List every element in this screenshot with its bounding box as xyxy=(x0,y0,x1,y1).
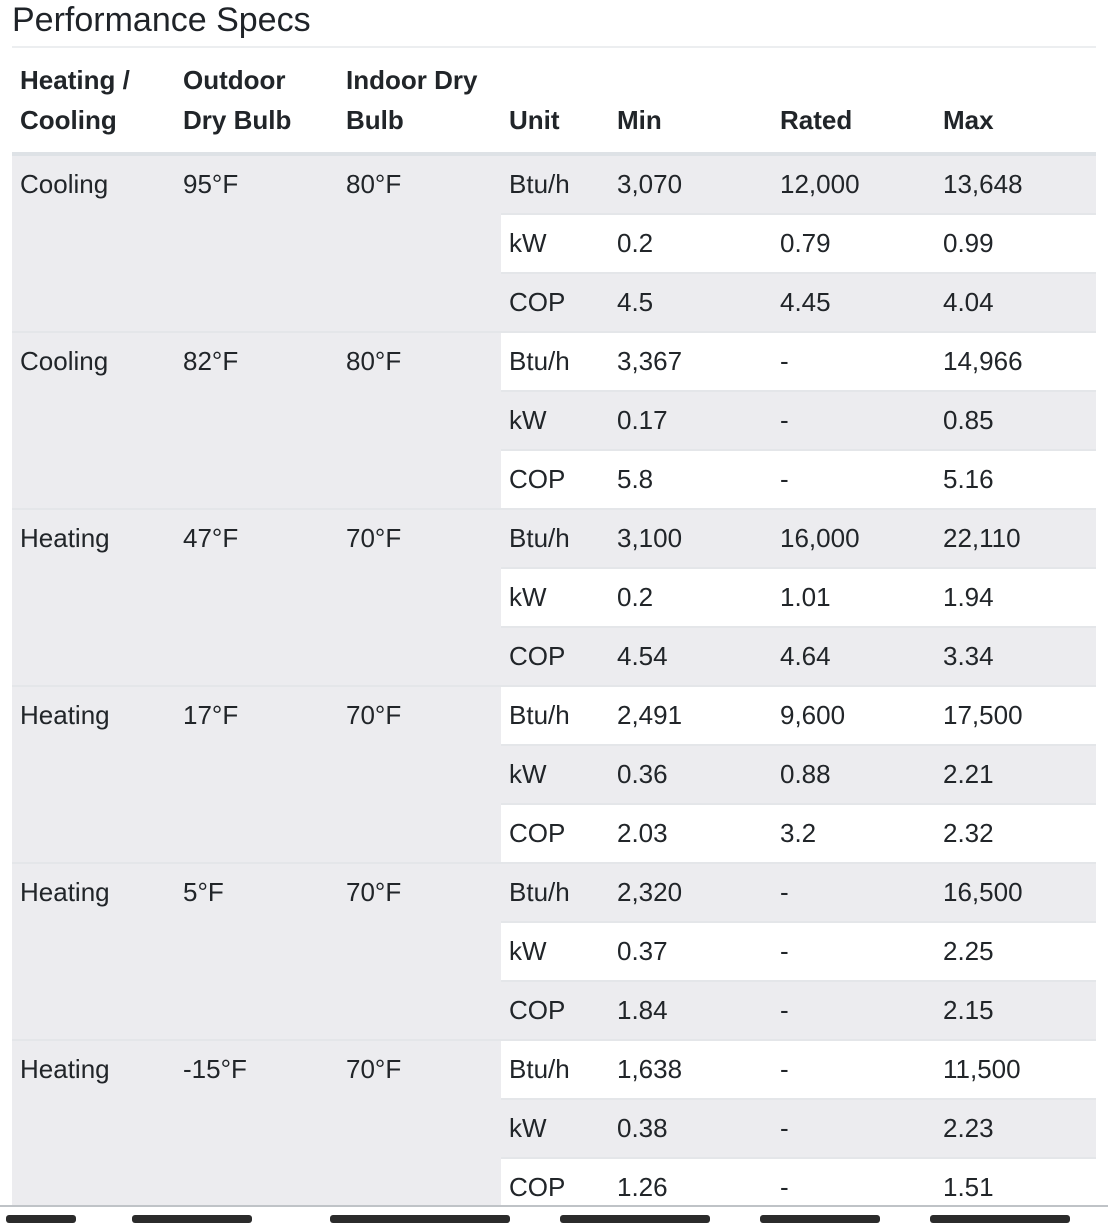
cell-max: 2.25 xyxy=(935,922,1096,981)
cell-unit: kW xyxy=(501,214,609,273)
cell-min: 0.17 xyxy=(609,391,772,450)
cell-max: 13,648 xyxy=(935,154,1096,214)
table-row xyxy=(12,686,1096,745)
cell-rated: 3.2 xyxy=(772,804,935,863)
cell-unit: Btu/h xyxy=(501,332,609,391)
performance-specs-table xyxy=(12,48,1096,1216)
cell-rated: 0.79 xyxy=(772,214,935,273)
cell-max: 2.23 xyxy=(935,1099,1096,1158)
header-heating-cooling xyxy=(12,48,175,154)
cell-outdoor-dry-bulb: 95°F xyxy=(175,154,338,332)
cell-rated: - xyxy=(772,922,935,981)
cell-rated: - xyxy=(772,1040,935,1099)
cell-min: 1,638 xyxy=(609,1040,772,1099)
cell-max: 0.99 xyxy=(935,214,1096,273)
cell-rated: 0.88 xyxy=(772,745,935,804)
cell-unit: kW xyxy=(501,391,609,450)
cell-rated: - xyxy=(772,1099,935,1158)
cell-max: 11,500 xyxy=(935,1040,1096,1099)
cell-max: 17,500 xyxy=(935,686,1096,745)
table-body xyxy=(12,154,1096,1216)
cell-min: 2,491 xyxy=(609,686,772,745)
cell-unit: kW xyxy=(501,922,609,981)
cell-mode: Heating xyxy=(12,686,175,863)
cell-outdoor-dry-bulb: 82°F xyxy=(175,332,338,509)
cell-min: 1.26 xyxy=(609,1158,772,1216)
cell-rated: - xyxy=(772,863,935,922)
cell-unit: Btu/h xyxy=(501,863,609,922)
cell-rated: 1.01 xyxy=(772,568,935,627)
header-text: Cooling xyxy=(20,105,117,135)
header-outdoor-dry-bulb xyxy=(175,48,338,154)
caption-fragment xyxy=(760,1215,880,1223)
cell-min: 0.37 xyxy=(609,922,772,981)
cell-min: 4.54 xyxy=(609,627,772,686)
cell-max: 4.04 xyxy=(935,273,1096,332)
cell-max: 3.34 xyxy=(935,627,1096,686)
cell-max: 16,500 xyxy=(935,863,1096,922)
cell-min: 0.2 xyxy=(609,568,772,627)
header-text: Heating / xyxy=(20,65,130,95)
header-text: Dry Bulb xyxy=(183,105,292,135)
header-text: Indoor Dry xyxy=(346,65,478,95)
cell-unit: Btu/h xyxy=(501,509,609,568)
cell-indoor-dry-bulb: 80°F xyxy=(338,154,501,332)
cell-min: 1.84 xyxy=(609,981,772,1040)
cell-max: 5.16 xyxy=(935,450,1096,509)
caption-fragment xyxy=(6,1215,76,1223)
cell-outdoor-dry-bulb: 47°F xyxy=(175,509,338,686)
cell-min: 4.5 xyxy=(609,273,772,332)
cell-rated: 12,000 xyxy=(772,154,935,214)
header-max: Max xyxy=(935,48,1096,154)
cell-indoor-dry-bulb: 70°F xyxy=(338,509,501,686)
cell-rated: - xyxy=(772,391,935,450)
table-row xyxy=(12,332,1096,391)
cell-unit: Btu/h xyxy=(501,686,609,745)
caption-fragment xyxy=(930,1215,1070,1223)
caption-fragment xyxy=(560,1215,710,1223)
cell-min: 0.2 xyxy=(609,214,772,273)
cell-mode: Heating xyxy=(12,863,175,1040)
cell-unit: Btu/h xyxy=(501,1040,609,1099)
cell-max: 1.51 xyxy=(935,1158,1096,1216)
cell-rated: - xyxy=(772,1158,935,1216)
cell-rated: 16,000 xyxy=(772,509,935,568)
cell-unit: COP xyxy=(501,1158,609,1216)
cell-max: 0.85 xyxy=(935,391,1096,450)
table-row xyxy=(12,509,1096,568)
table-header xyxy=(12,48,1096,154)
header-rated: Rated xyxy=(772,48,935,154)
table-row xyxy=(12,1040,1096,1099)
cell-mode: Cooling xyxy=(12,332,175,509)
cell-unit: COP xyxy=(501,981,609,1040)
cell-unit: kW xyxy=(501,1099,609,1158)
cell-unit: COP xyxy=(501,273,609,332)
performance-specs-section xyxy=(12,0,1096,1216)
header-unit: Unit xyxy=(501,48,609,154)
section-title: Performance Specs xyxy=(12,0,1096,48)
cell-outdoor-dry-bulb: -15°F xyxy=(175,1040,338,1216)
header-indoor-dry-bulb xyxy=(338,48,501,154)
cell-min: 0.38 xyxy=(609,1099,772,1158)
cell-min: 5.8 xyxy=(609,450,772,509)
cell-unit: kW xyxy=(501,745,609,804)
table-row xyxy=(12,863,1096,922)
cell-max: 2.15 xyxy=(935,981,1096,1040)
cell-indoor-dry-bulb: 70°F xyxy=(338,1040,501,1216)
cut-off-caption-line xyxy=(0,1205,1108,1222)
cell-unit: COP xyxy=(501,804,609,863)
caption-fragment xyxy=(330,1215,510,1223)
caption-fragment xyxy=(132,1215,252,1223)
cell-rated: 4.45 xyxy=(772,273,935,332)
cell-min: 2.03 xyxy=(609,804,772,863)
header-text: Outdoor xyxy=(183,65,286,95)
header-text: Bulb xyxy=(346,105,404,135)
cell-indoor-dry-bulb: 70°F xyxy=(338,863,501,1040)
cell-outdoor-dry-bulb: 5°F xyxy=(175,863,338,1040)
cell-unit: COP xyxy=(501,450,609,509)
cell-unit: Btu/h xyxy=(501,154,609,214)
cell-min: 0.36 xyxy=(609,745,772,804)
cell-rated: - xyxy=(772,332,935,391)
cell-rated: 9,600 xyxy=(772,686,935,745)
cell-mode: Heating xyxy=(12,509,175,686)
cell-outdoor-dry-bulb: 17°F xyxy=(175,686,338,863)
cell-max: 14,966 xyxy=(935,332,1096,391)
cell-unit: COP xyxy=(501,627,609,686)
cell-max: 2.32 xyxy=(935,804,1096,863)
table-row xyxy=(12,154,1096,214)
cell-max: 2.21 xyxy=(935,745,1096,804)
header-min: Min xyxy=(609,48,772,154)
cell-min: 3,070 xyxy=(609,154,772,214)
cell-rated: - xyxy=(772,450,935,509)
cell-indoor-dry-bulb: 70°F xyxy=(338,686,501,863)
header-row xyxy=(12,48,1096,154)
cell-rated: 4.64 xyxy=(772,627,935,686)
cell-max: 22,110 xyxy=(935,509,1096,568)
cell-indoor-dry-bulb: 80°F xyxy=(338,332,501,509)
cell-min: 3,367 xyxy=(609,332,772,391)
cell-mode: Cooling xyxy=(12,154,175,332)
cell-rated: - xyxy=(772,981,935,1040)
cell-max: 1.94 xyxy=(935,568,1096,627)
cell-unit: kW xyxy=(501,568,609,627)
cell-min: 3,100 xyxy=(609,509,772,568)
cell-mode: Heating xyxy=(12,1040,175,1216)
cell-min: 2,320 xyxy=(609,863,772,922)
